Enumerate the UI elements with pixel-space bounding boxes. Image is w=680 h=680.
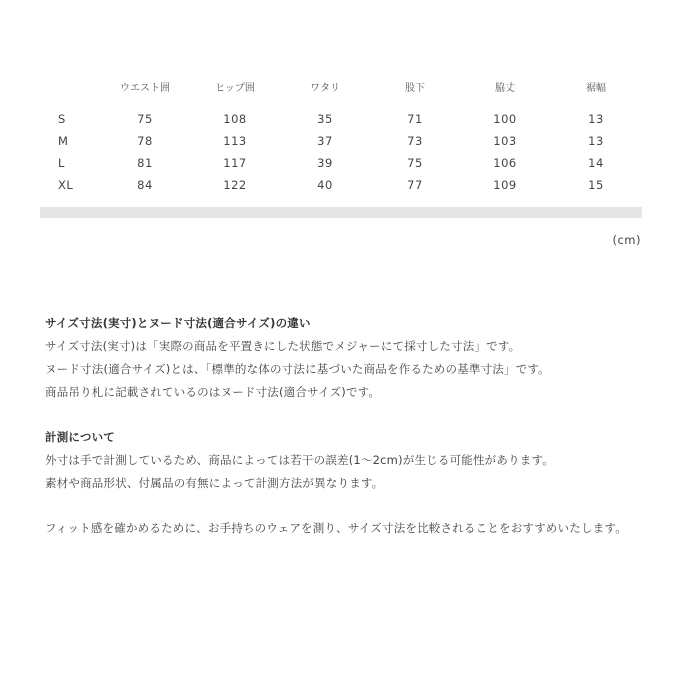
size-label: M (58, 134, 69, 148)
header-size (40, 70, 100, 102)
table-header-row (40, 70, 642, 102)
section-heading-size-difference: サイズ寸法(実寸)とヌード寸法(適合サイズ)の違い (45, 316, 311, 330)
table-cell: 122 (223, 178, 247, 192)
header-thigh: ワタリ (310, 82, 340, 94)
table-cell: 13 (588, 134, 604, 148)
note-line: 素材や商品形状、付属品の有無によって計測方法が異なります。 (45, 476, 384, 490)
table-cell: 100 (493, 112, 517, 126)
spacer (45, 495, 645, 517)
size-table (40, 70, 642, 196)
closing-note: フィット感を確かめるために、お手持ちのウェアを測り、サイズ寸法を比較されることをおすすめいたします。 (45, 521, 627, 535)
header-inseam: 股下 (405, 82, 425, 94)
table-cell: 108 (223, 112, 247, 126)
size-notes (45, 312, 645, 539)
table-cell: 73 (407, 134, 423, 148)
table-row (40, 152, 642, 174)
header-waist: ウエスト囲 (120, 82, 170, 94)
section-heading-measurement: 計測について (45, 430, 115, 444)
table-cell: 106 (493, 156, 517, 170)
table-cell: 13 (588, 112, 604, 126)
unit-note: (cm) (612, 233, 641, 247)
header-hem-width: 裾幅 (586, 82, 606, 94)
note-line: ヌード寸法(適合サイズ)とは、「標準的な体の寸法に基づいた商品を作るための基準寸法」です。 (45, 362, 550, 376)
table-cell: 81 (137, 156, 153, 170)
note-line: 商品吊り札に記載されているのはヌード寸法(適合サイズ)です。 (45, 385, 381, 399)
header-hip: ヒップ囲 (215, 82, 255, 94)
table-cell: 75 (407, 156, 423, 170)
size-label: XL (58, 178, 74, 192)
table-cell: 113 (223, 134, 247, 148)
note-line: サイズ寸法(実寸)は「実際の商品を平置きにした状態でメジャーにて採寸した寸法」です。 (45, 339, 521, 353)
table-cell: 14 (588, 156, 604, 170)
header-outseam: 脇丈 (495, 82, 515, 94)
table-cell: 78 (137, 134, 153, 148)
table-cell: 39 (317, 156, 333, 170)
table-cell: 75 (137, 112, 153, 126)
size-label: L (58, 156, 65, 170)
table-divider-bar (40, 207, 642, 218)
size-label: S (58, 112, 66, 126)
spacer (45, 404, 645, 426)
table-row (40, 130, 642, 152)
table-cell: 71 (407, 112, 423, 126)
table-cell: 40 (317, 178, 333, 192)
table-row (40, 102, 642, 130)
table-cell: 103 (493, 134, 517, 148)
table-cell: 84 (137, 178, 153, 192)
note-line: 外寸は手で計測しているため、商品によっては若干の誤差(1〜2cm)が生じる可能性があります。 (45, 453, 554, 467)
table-cell: 37 (317, 134, 333, 148)
table-cell: 15 (588, 178, 604, 192)
table-cell: 117 (223, 156, 247, 170)
table-cell: 109 (493, 178, 517, 192)
table-cell: 35 (317, 112, 333, 126)
table-row (40, 174, 642, 196)
table-cell: 77 (407, 178, 423, 192)
